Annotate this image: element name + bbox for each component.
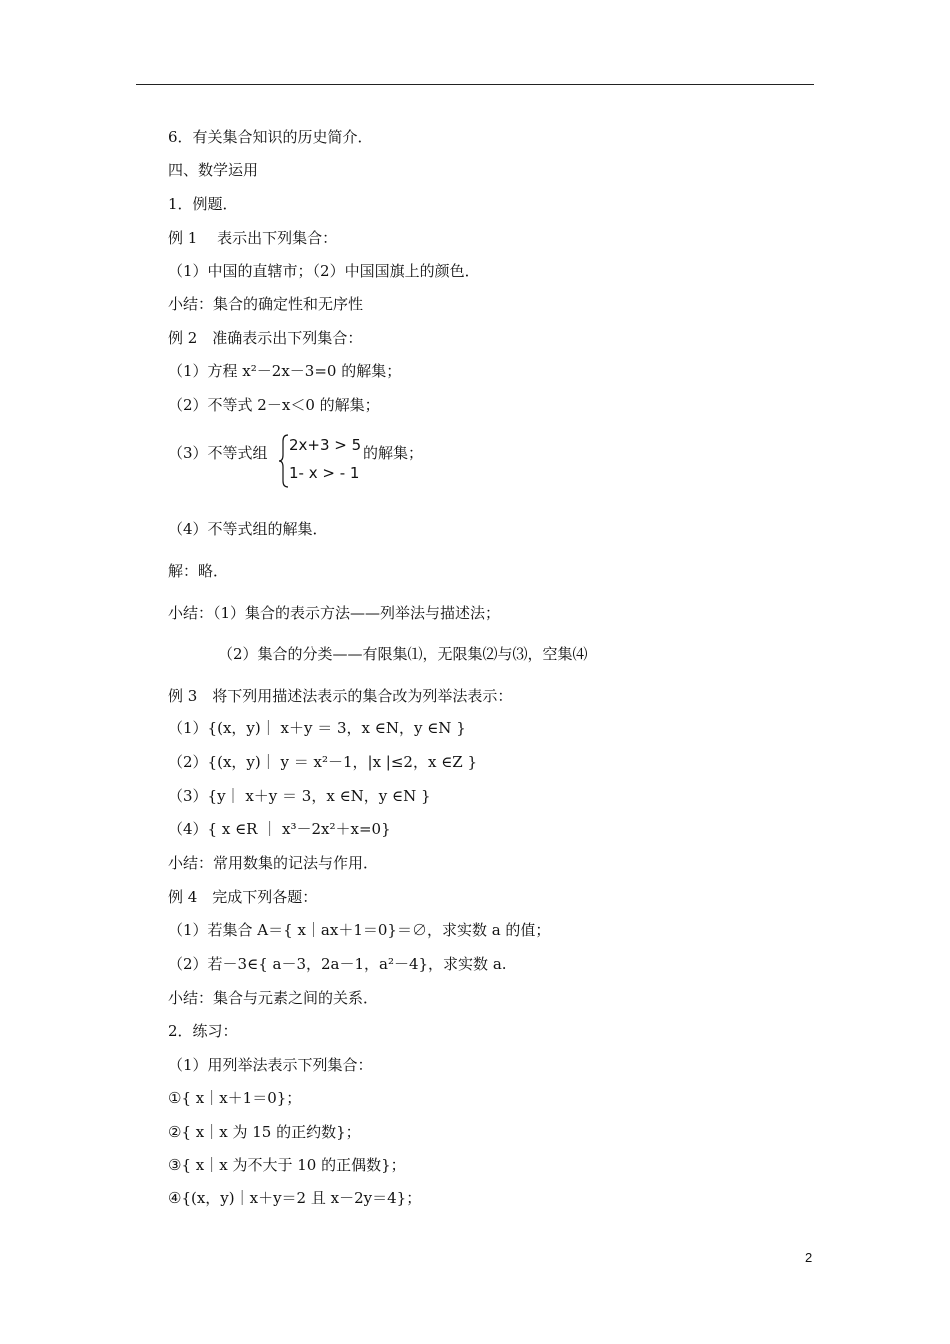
system-tail: 的解集；: [363, 444, 424, 462]
exercise-item: ①{ x｜x＋1＝0}；: [168, 1089, 302, 1107]
example-heading: 例 4 完成下列各题：: [168, 888, 318, 906]
text-line: （1）中国的直辖市；（2）中国国旗上的颜色．: [168, 262, 480, 280]
exercise-item: ④{(x，y)｜x＋y＝2 且 x－2y＝4}；: [168, 1189, 422, 1207]
summary-line: 小结：集合的确定性和无序性: [168, 295, 364, 313]
summary-line: （2）集合的分类——有限集⑴，无限集⑵与⑶，空集⑷: [218, 645, 588, 663]
exercise-item: ③{ x｜x 为不大于 10 的正偶数}；: [168, 1156, 406, 1174]
summary-line: 小结：常用数集的记法与作用．: [168, 854, 379, 872]
summary-line: 小结：集合与元素之间的关系．: [168, 989, 379, 1007]
system-label: （3）不等式组: [168, 444, 268, 462]
example-heading: 例 1 表示出下列集合：: [168, 229, 338, 247]
text-line: （3）{y｜ x＋y ＝ 3，x ∈N，y ∈N }: [168, 787, 431, 805]
text-line: （4）{ x ∈R ｜ x³－2x²＋x=0}: [168, 820, 391, 838]
text-line: 2．练习：: [168, 1022, 238, 1040]
exercise-item: ②{ x｜x 为 15 的正约数}；: [168, 1123, 361, 1141]
system-row-1: 2x+3 > 5: [289, 436, 362, 454]
text-line: 1．例题．: [168, 195, 238, 213]
text-line: 解：略．: [168, 562, 229, 580]
text-line: （1）{(x，y)｜ x＋y ＝ 3，x ∈N，y ∈N }: [168, 719, 466, 737]
text-line: （4）不等式组的解集．: [168, 520, 328, 538]
system-row-2: 1- x > - 1: [289, 464, 360, 482]
text-line: 6．有关集合知识的历史简介．: [168, 128, 373, 146]
example-heading: 例 3 将下列用描述法表示的集合改为列举法表示：: [168, 687, 513, 705]
text-line: （1）若集合 A＝{ x｜ax＋1＝0}＝∅，求实数 a 的值；: [168, 921, 551, 939]
page-number: 2: [805, 1250, 813, 1265]
text-line: （2）若－3∈{ a－3，2a－1，a²－4}，求实数 a.: [168, 955, 507, 973]
text-line: （1）用列举法表示下列集合：: [168, 1056, 373, 1074]
section-heading: 四、数学运用: [168, 161, 259, 179]
text-line: （1）方程 x²－2x－3=0 的解集；: [168, 362, 402, 380]
example-heading: 例 2 准确表示出下列集合：: [168, 329, 363, 347]
header-rule: [136, 84, 814, 85]
text-line: （2）不等式 2－x＜0 的解集；: [168, 396, 380, 414]
text-line: （2）{(x，y)｜ y ＝ x²－1，|x |≤2，x ∈Z }: [168, 753, 478, 771]
summary-line: 小结：（1）集合的表示方法——列举法与描述法；: [168, 604, 501, 622]
